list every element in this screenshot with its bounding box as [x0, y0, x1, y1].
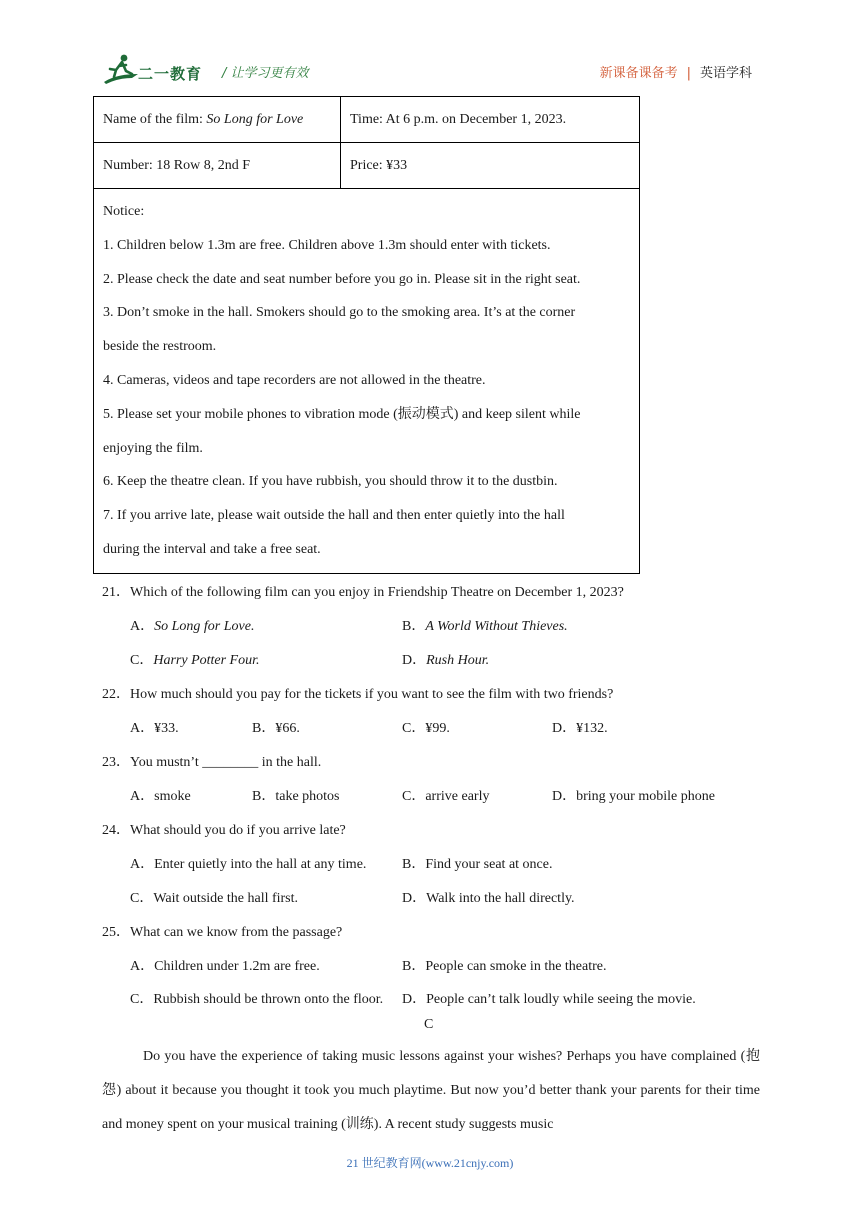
series-label: 新课备课备考 [599, 66, 678, 81]
question-stem: 22．How much should you pay for the tickets if you want to see the film with two friends? [102, 687, 614, 702]
option: D．People can’t talk loudly while seeing the movie. [402, 992, 696, 1007]
seat-number-cell: Number: 18 Row 8, 2nd F [94, 143, 341, 189]
option: C．Rubbish should be thrown onto the floor. [130, 992, 384, 1007]
logo-text: 二一教育 [138, 65, 203, 83]
option: C．Harry Potter Four. [130, 653, 260, 668]
film-name: So Long for Love [206, 111, 304, 127]
notice-line: enjoying the film. [103, 440, 203, 456]
question-stem: 24．What should you do if you arrive late? [102, 823, 346, 838]
notice-line: 3. Don’t smoke in the hall. Smokers should go to the smoking area. It’s at the corner [103, 305, 576, 321]
header-separator: | [686, 66, 691, 81]
option: B．A World Without Thieves. [402, 619, 568, 634]
option: C．¥99. [402, 721, 450, 736]
notice-line: 4. Cameras, videos and tape recorders are not allowed in the theatre. [103, 372, 486, 388]
header-right [600, 62, 752, 81]
notice-line: 1. Children below 1.3m are free. Children above 1.3m should enter with tickets. [103, 237, 551, 253]
notice-line: Notice: [103, 204, 145, 219]
slogan: / 让学习更有效 [222, 66, 309, 81]
ticket-row [94, 143, 640, 189]
notice-row [94, 189, 640, 574]
ticket-table [93, 96, 640, 574]
notice-line: 2. Please check the date and seat number before you go in. Please sit in the right seat. [103, 271, 581, 287]
time-cell: Time: At 6 p.m. on December 1, 2023. [341, 97, 640, 143]
passage-paragraph: Do you have the experience of taking music lessons against your wishes? Perhaps you have complained (抱怨) about it because you thought it took you much playtime. But now you’d better thank your parents for their time and money spent on your musical training (训练). A recent study suggests music [102, 1049, 760, 1132]
question-stem: 25．What can we know from the passage? [102, 925, 343, 940]
option: B．take photos [252, 789, 340, 804]
notice-line: 5. Please set your mobile phones to vibration mode (振动模式) and keep silent while [103, 406, 581, 422]
footer-source: 21 世纪教育网(www.21cnjy.com) [346, 1156, 514, 1170]
option: A．smoke [130, 789, 191, 804]
option: D．Rush Hour. [402, 653, 490, 668]
option: B．People can smoke in the theatre. [402, 959, 607, 974]
option: D．Walk into the hall directly. [402, 891, 575, 906]
notice-line: beside the restroom. [103, 339, 217, 355]
subject-label: 英语学科 [699, 66, 752, 81]
option: B．Find your seat at once. [402, 857, 553, 872]
ticket-row [94, 97, 640, 143]
option: C．Wait outside the hall first. [130, 891, 299, 906]
logo [102, 52, 212, 88]
film-name-cell [94, 97, 341, 143]
notice-cell [94, 189, 640, 574]
passage [102, 1040, 760, 1141]
notice-line: 6. Keep the theatre clean. If you have rubbish, you should throw it to the dustbin. [103, 474, 558, 490]
price-cell: Price: ¥33 [341, 143, 640, 189]
runner-logo-icon [102, 52, 142, 88]
option: B．¥66. [252, 721, 300, 736]
option: D．¥132. [552, 721, 608, 736]
option: A．Children under 1.2m are free. [130, 959, 320, 974]
section-title: C [424, 1017, 434, 1032]
question-stem: 23．You mustn’t ________ in the hall. [102, 755, 322, 770]
film-label: Name of the film: [103, 111, 207, 127]
option: D．bring your mobile phone [552, 789, 715, 804]
notice-line: during the interval and take a free seat. [103, 541, 321, 557]
option: A．Enter quietly into the hall at any time. [130, 857, 367, 872]
option: A．¥33. [130, 721, 179, 736]
option: A．So Long for Love. [130, 619, 255, 634]
question-stem: 21．Which of the following film can you enjoy in Friendship Theatre on December 1, 2023? [102, 585, 624, 600]
page-header [0, 0, 860, 95]
option: C．arrive early [402, 789, 490, 804]
notice-line: 7. If you arrive late, please wait outside the hall and then enter quietly into the hall [103, 508, 565, 524]
